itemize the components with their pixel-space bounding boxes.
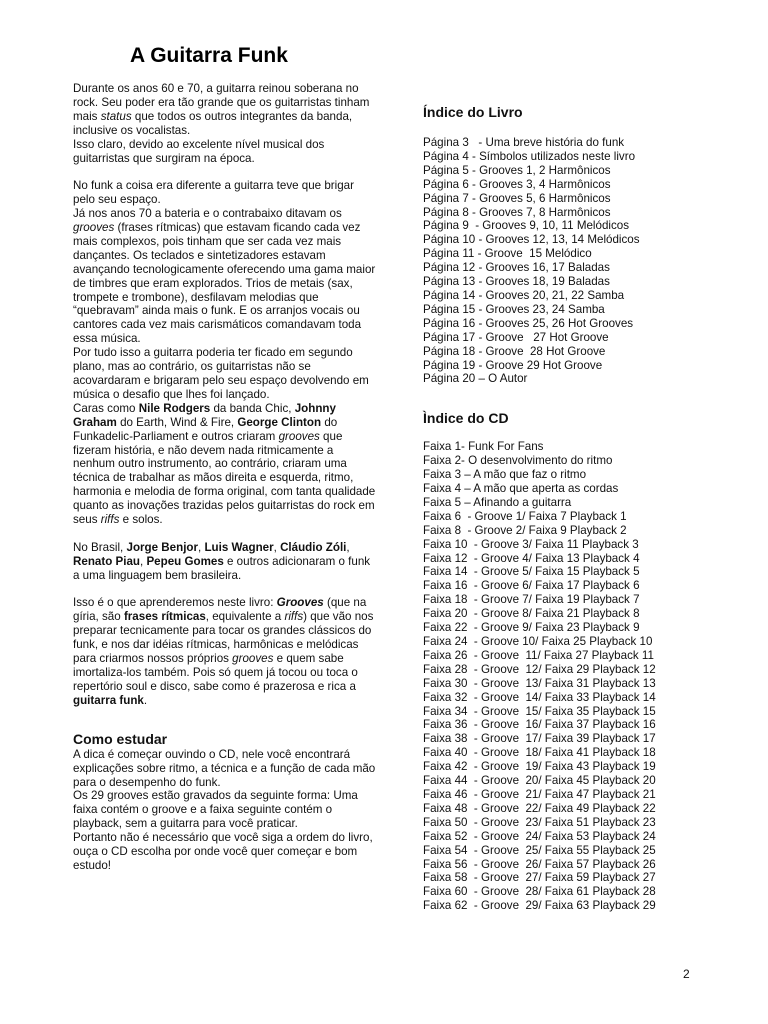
- indice-livro-item: Página 5 - Grooves 1, 2 Harmônicos: [423, 163, 611, 177]
- left-column: [73, 82, 378, 873]
- intro-paragraph-3: No funk a coisa era diferente a guitarra teve que brigar pelo seu espaço.: [73, 179, 354, 207]
- indice-cd-item: Faixa 62 - Groove 29/ Faixa 63 Playback 29: [423, 899, 656, 913]
- indice-cd-item: Faixa 48 - Groove 22/ Faixa 49 Playback 22: [423, 801, 656, 815]
- indice-cd-item: Faixa 6 - Groove 1/ Faixa 7 Playback 1: [423, 509, 627, 523]
- indice-cd-item: Faixa 56 - Groove 26/ Faixa 57 Playback 26: [423, 857, 656, 871]
- indice-cd-item: Faixa 52 - Groove 24/ Faixa 53 Playback 24: [423, 829, 656, 843]
- indice-cd-item: Faixa 50 - Groove 23/ Faixa 51 Playback 23: [423, 815, 656, 829]
- indice-cd-item: Faixa 30 - Groove 13/ Faixa 31 Playback 13: [423, 676, 656, 690]
- indice-livro-item: Página 15 - Grooves 23, 24 Samba: [423, 302, 605, 316]
- indice-cd-item: Faixa 10 - Groove 3/ Faixa 11 Playback 3: [423, 537, 639, 551]
- indice-livro-item: Página 14 - Grooves 20, 21, 22 Samba: [423, 288, 625, 302]
- indice-cd-item: Faixa 20 - Groove 8/ Faixa 21 Playback 8: [423, 607, 640, 621]
- intro-paragraph-1: Durante os anos 60 e 70, a guitarra reinou soberana no rock. Seu poder era tão grande que os guitarristas tinham mais status que todos os outros integrantes da banda, inclusive os vocalistas.: [73, 82, 370, 137]
- indice-cd-item: Faixa 58 - Groove 27/ Faixa 59 Playback 27: [423, 871, 656, 885]
- intro-paragraph-4: Já nos anos 70 a bateria e o contrabaixo ditavam os grooves (frases rítmicas) que estavam ficando cada vez mais complexos, pois tinham que ser cada vez mais dançantes. Os teclados e sintetizadores estavam avançando tecnologicamente oferecendo uma gama maior de timbres que eram explorados. Trios de metais (sax, trompete e trombone), desfilavam melodias que “quebravam” ainda mais o funk. E os arranjos vocais ou cantores cada vez mais carismáticos comandavam toda essa música.: [73, 207, 376, 346]
- indice-cd-item: Faixa 28 - Groove 12/ Faixa 29 Playback 12: [423, 662, 656, 676]
- indice-cd-item: Faixa 24 - Groove 10/ Faixa 25 Playback 10: [423, 635, 653, 648]
- indice-livro-item: Página 9 - Grooves 9, 10, 11 Melódicos: [423, 219, 630, 233]
- indice-cd-item: Faixa 26 - Groove 11/ Faixa 27 Playback 11: [423, 648, 654, 662]
- intro-paragraph-6: Caras como Nile Rodgers da banda Chic, Johnny Graham do Earth, Wind & Fire, George Clinton do Funkadelic-Parliament e outros criaram grooves que fizeram história, e não devem nada ritmicamente a nenhum outro instrumento, ao contrário, criaram uma técnica de trabalhar as mãos direita e esquerda, ritmo, harmonia e melodia de forma original, com tanta qualidade quanto as inovações trazidas pelos guitarristas do rock em seus riffs e solos.: [73, 401, 376, 527]
- como-estudar-paragraph-1: A dica é começar ouvindo o CD, nele você encontrará explicações sobre ritmo, a técnica e a função de cada mão para o desempenho do funk.: [73, 747, 376, 789]
- indice-livro-item: Página 4 - Símbolos utilizados neste livro: [423, 149, 636, 163]
- page-title: A Guitarra Funk: [130, 44, 288, 67]
- indice-livro-list: [423, 136, 723, 386]
- indice-livro-item: Página 8 - Grooves 7, 8 Harmônicos: [423, 205, 611, 219]
- indice-cd-item: Faixa 2- O desenvolvimento do ritmo: [423, 454, 613, 468]
- indice-cd-item: Faixa 34 - Groove 15/ Faixa 35 Playback 15: [423, 704, 656, 718]
- indice-cd-item: Faixa 60 - Groove 28/ Faixa 61 Playback 28: [423, 885, 656, 899]
- indice-cd-item: Faixa 1- Funk For Fans: [423, 440, 544, 454]
- indice-cd-item: Faixa 8 - Groove 2/ Faixa 9 Playback 2: [423, 523, 627, 537]
- intro-paragraph-5: Por tudo isso a guitarra poderia ter ficado em segundo plano, mas ao contrário, os guitarristas não se acovardaram e brigaram pelo seu espaço devolvendo em música o desafio que lhes foi lançado.: [73, 346, 369, 401]
- indice-livro-item: Página 12 - Grooves 16, 17 Baladas: [423, 261, 610, 275]
- indice-livro-item: Página 3 - Uma breve história do funk: [423, 136, 625, 149]
- intro-paragraph-2: Isso claro, devido ao excelente nível musical dos guitarristas que surgiram na época.: [73, 137, 325, 165]
- indice-livro-item: Página 19 - Groove 29 Hot Groove: [423, 358, 603, 372]
- indice-cd-item: Faixa 4 – A mão que aperta as cordas: [423, 482, 619, 496]
- indice-livro-item: Página 11 - Groove 15 Melódico: [423, 247, 592, 261]
- intro-paragraph-7: No Brasil, Jorge Benjor, Luis Wagner, Cláudio Zóli, Renato Piau, Pepeu Gomes e outros adicionaram o funk a uma linguagem bem brasileira.: [73, 540, 371, 582]
- indice-cd-item: Faixa 36 - Groove 16/ Faixa 37 Playback 16: [423, 718, 656, 732]
- indice-cd-heading: Ìndice do CD: [423, 410, 509, 427]
- indice-livro-item: Página 20 – O Autor: [423, 372, 528, 386]
- indice-livro-item: Página 18 - Groove 28 Hot Groove: [423, 344, 606, 358]
- como-estudar-heading: Como estudar: [73, 730, 168, 747]
- como-estudar-paragraph-3: Portanto não é necessário que você siga a ordem do livro, ouça o CD escolha por onde você quer começar e bom estudo!: [73, 831, 373, 872]
- page-number: 2: [683, 967, 690, 981]
- indice-cd-item: Faixa 14 - Groove 5/ Faixa 15 Playback 5: [423, 565, 640, 579]
- indice-cd-item: Faixa 54 - Groove 25/ Faixa 55 Playback 25: [423, 843, 656, 857]
- indice-livro-item: Página 16 - Grooves 25, 26 Hot Grooves: [423, 316, 634, 330]
- indice-cd-item: Faixa 16 - Groove 6/ Faixa 17 Playback 6: [423, 579, 640, 593]
- indice-livro-item: Página 10 - Grooves 12, 13, 14 Melódicos: [423, 233, 640, 247]
- indice-cd-item: Faixa 46 - Groove 21/ Faixa 47 Playback 21: [423, 787, 656, 801]
- indice-livro-item: Página 7 - Grooves 5, 6 Harmônicos: [423, 191, 611, 205]
- indice-cd-item: Faixa 5 – Afinando a guitarra: [423, 495, 572, 509]
- indice-livro-item: Página 17 - Groove 27 Hot Groove: [423, 330, 609, 344]
- indice-cd-item: Faixa 22 - Groove 9/ Faixa 23 Playback 9: [423, 621, 640, 635]
- indice-cd-item: Faixa 44 - Groove 20/ Faixa 45 Playback 20: [423, 774, 656, 788]
- indice-cd-item: Faixa 12 - Groove 4/ Faixa 13 Playback 4: [423, 551, 640, 565]
- indice-cd-item: Faixa 38 - Groove 17/ Faixa 39 Playback 17: [423, 732, 656, 746]
- indice-cd-item: Faixa 3 – A mão que faz o ritmo: [423, 468, 587, 482]
- indice-cd-item: Faixa 32 - Groove 14/ Faixa 33 Playback 14: [423, 690, 656, 704]
- como-estudar-paragraph-2: Os 29 grooves estão gravados da seguinte forma: Uma faixa contém o groove e a faixa seguinte contém o playback, sem a guitarra para você praticar.: [73, 789, 358, 831]
- indice-cd-item: Faixa 18 - Groove 7/ Faixa 19 Playback 7: [423, 593, 640, 607]
- indice-cd-item: Faixa 40 - Groove 18/ Faixa 41 Playback 18: [423, 746, 656, 760]
- indice-livro-item: Página 13 - Grooves 18, 19 Baladas: [423, 275, 610, 289]
- indice-cd-list: [423, 440, 723, 913]
- right-column: [423, 103, 723, 913]
- indice-livro-heading: Índice do Livro: [423, 104, 523, 120]
- indice-cd-item: Faixa 42 - Groove 19/ Faixa 43 Playback 19: [423, 760, 656, 774]
- intro-paragraph-8: Isso é o que aprenderemos neste livro: Grooves (que na gíria, são frases rítmicas, equivalente a riffs) que vão nos preparar tecnicamente para tocar os grandes clássicos do funk, e nos dar idéias rítmicas, harmônicas e melódicas para criarmos nossos próprios grooves e quem sabe imortaliza-los também. Pois só quem já tocou ou toca o repertório soul e disco, sabe como é prazerosa e rica a guitarra funk.: [73, 596, 374, 707]
- indice-livro-item: Página 6 - Grooves 3, 4 Harmônicos: [423, 177, 611, 191]
